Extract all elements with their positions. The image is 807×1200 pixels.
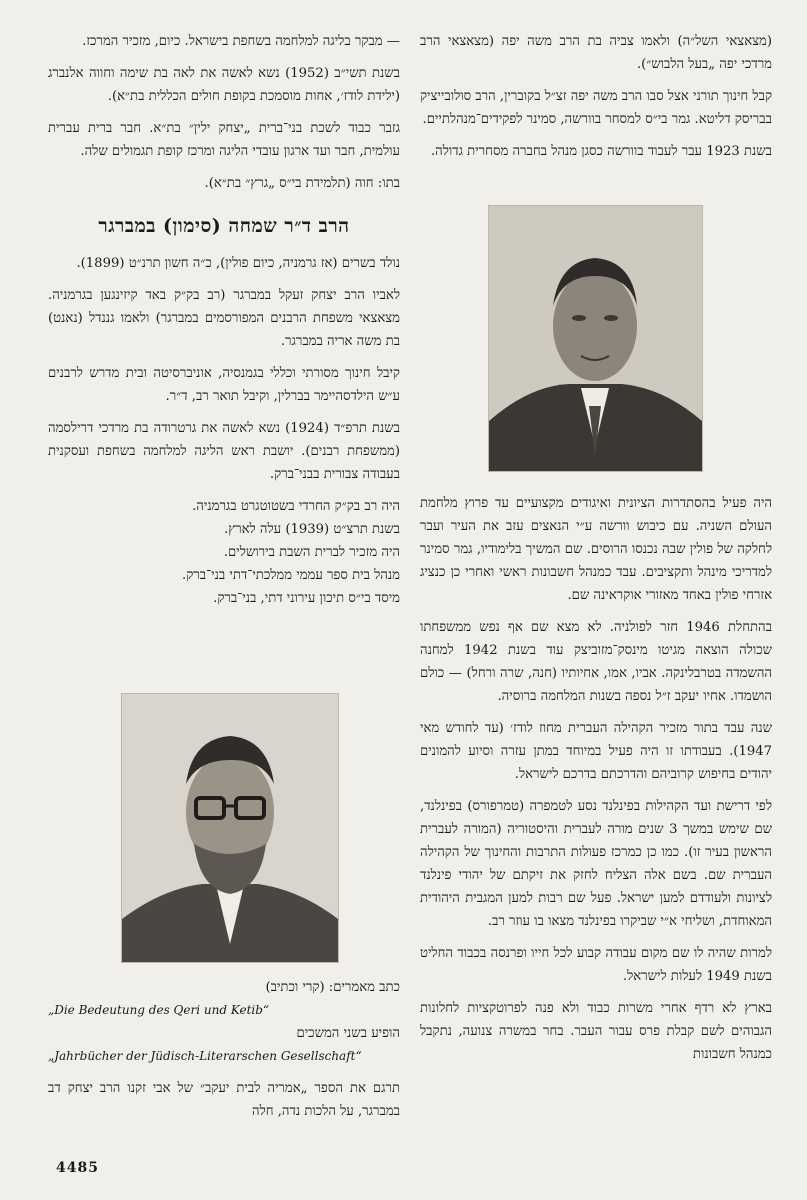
paragraph: (מצאצאי השל״ה) ולאמו צביה בת הרב משה יפה (מצאצאי הרב מרדכי יפה „בעל הלבוש״). (420, 34, 772, 72)
portrait-man-suit-image (489, 206, 702, 471)
published-line: הופיע בשני המשכים (296, 1026, 400, 1041)
portrait-photo-2 (121, 693, 339, 963)
paragraph: היה פעיל בהסתדרות הציונית ואיגודים מקצועיים עד פרוץ מלחמת העולם השניה. עם כיבוש וורשה ע״י הנאצים עזב את העיר ועבר לחלקה של פולין שבה נכנסו הרוסים. שם המשיך בלימודיו, גמר סמינר למדריכי מינהל ותקציבים. עבד כמנהל חשבונות ראשי ואחרי כן כנציג אזרחי פולין באחד מאזורי אוקראינה שם. (420, 496, 772, 603)
paragraph: לאביו הרב יצחק זעקל במברגר (רב בק״ק באד קיזינגען בגרמניה. מצאצאי משפחת הרבנים המפורסמים במברגר) ולאמו גננדל (נאנט) בת משה אריה במברגר. (48, 288, 400, 349)
left-column-lower (48, 976, 400, 1132)
bio-line: מיסד בי״ס תיכון עירוני דתי, בני־ברק. (213, 591, 400, 606)
page-number: 4485 (56, 1160, 99, 1176)
bio-line: היה רב בק״ק החרדי בשטוטגרט בגרמניה. (192, 499, 400, 514)
biography-heading: הרב ד״ר שמחה (סימון) במברגר (98, 215, 350, 237)
paragraph: קבל חינוך תורני אצל סבו הרב משה יפה זצ״ל בקוברין, הרב סולובייציק בבריסק דליטא. גמר בי״ס למסחר בוורשה, סמינר לפקידים־מנהלתיים. (420, 89, 772, 127)
paragraph: בשנת תרפ״ד (1924) נשא לאשה את גרטרודה בת מרדכי דרילסמה (ממשפחת רבנים). יושבת ראש הליגה למלחמה בשחפת ועסקנית בעבודה צבורית בבני־ברק. (48, 421, 400, 482)
journal-title-de: „Jahrbücher der Jüdisch-Literarschen Gesellschaft“ (48, 1049, 362, 1063)
left-column (48, 30, 400, 610)
paragraph: נולד בשרים (אז גרמניה, כיום פולין), כ״ה חשון תרנ״ט (1899). (76, 256, 400, 271)
bio-line: היה מזכיר לברית השבת בירושלים. (223, 545, 400, 560)
right-column-lower (420, 492, 772, 1075)
paragraph: בתו: חוה (תלמידת בי״ס „גרץ״ בת״א). (204, 176, 400, 191)
bio-line: מנהל בית ספר עממי ממלכתי־דתי בני־ברק. (182, 568, 400, 583)
paragraph: — מבקר בליגה למלחמה בשחפת בישראל. כיום, מזכיר המרכז. (82, 34, 400, 49)
article-title-de: „Die Bedeutung des Qeri und Ketib“ (48, 1003, 270, 1017)
paragraph: קיבל חינוך מסורתי וכללי בגמנסיה, אוניברסיטה ובית מדרש לרבנים ע״ש הילדסהיימר בברלין, וקיבל תואר רב, ד״ר. (48, 366, 400, 404)
paragraph: בשנת 1923 עבר לעבוד בוורשה כסגן מנהל בחברה מסחרית גדולה. (430, 144, 772, 159)
paragraph: בשנת תשי״ב (1952) נשא לאשה את לאה בת שימה וחווה אלנברג (ילידת לודז׳, אחות מוסמכת בקופת חולים הכללית בת״א). (48, 66, 400, 104)
paragraph: בארץ לא רדף אחרי משרות כבוד ולא פנה לפרוטקציות לחלונות הגבוהים לשם קבלת פרס עבור העבר. בחר במשרה צנועה, נתקבל כמנהל חשבונות (420, 1001, 772, 1062)
right-column (420, 30, 772, 172)
paragraph: גזבר כבוד לשכת בני־ברית „יצחק ילין״ בת״א. חבר ברית עברית עולמית, חבר ועד ארגון עובדי הליגה ומרכז קופת תגמולים שלה. (48, 121, 400, 159)
articles-label: כתב מאמרים: (קרי וכתיב) (265, 980, 400, 995)
paragraph: בהתחלת 1946 חזר לפולניה. לא מצא שם אף נפש ממשפחתו שכולה הוצאה מגיטו מינסק־מזוביצק עוד בשנת 1942 למחנה ההשמדה בטרבלינקה. אביו, אמו, אחיותיו (חנה, שרה ורחל) — כולם הושמדו. אחיו יעקב ז״ל נספה בשנות המלחמה ברוסיה. (420, 620, 773, 704)
portrait-photo-1 (488, 205, 703, 472)
paragraph: תרגם את הספר „אמריה לבית יעקב״ של אבי זקנו הרב יצחק דב במברגר, על הלכות נדה, חלה (48, 1081, 400, 1119)
paragraph: למרות שהיה לו שם מקום עבודה קבוע לכל חייו ופרנסה בכבוד החליט בשנת 1949 לעלות לישראל. (420, 946, 772, 984)
paragraph: שנה עבד בתור מזכיר הקהילה העברית מחוז לודז׳ (עד לחודש מאי 1947). בעבודתו זו היה פעיל במיוחד במתן עזרה וסיוע להמונים יהודים בחיפוש קרוביהם והדרכתם בדרכם לישראל. (420, 721, 772, 782)
bio-line: בשנת תרצ״ט (1939) עלה לארץ. (224, 522, 400, 537)
portrait-bearded-man-image (122, 694, 338, 962)
paragraph: לפי דרישת ועד הקהילות בפינלנד נסע לטמפרה (טמרפורס) בפינלנד, שם שימש במשך 3 שנים מורה לעברית והיסטוריה (המורה לעברית הראשון בעיר זו). כמו כן כמרכז פעולות התרבות והחינוך של הקהילה העברית שם. בשם אלה הצליח לחזק את זיקתם של יהודי פינלנד לציונות ולעודדם למען ישראל. פעל שם רבות למען המגבית היהודית המאוחדת, ושליחי א״י שביקרו בפינלנד מצאו בו עוזר רב. (420, 799, 772, 929)
